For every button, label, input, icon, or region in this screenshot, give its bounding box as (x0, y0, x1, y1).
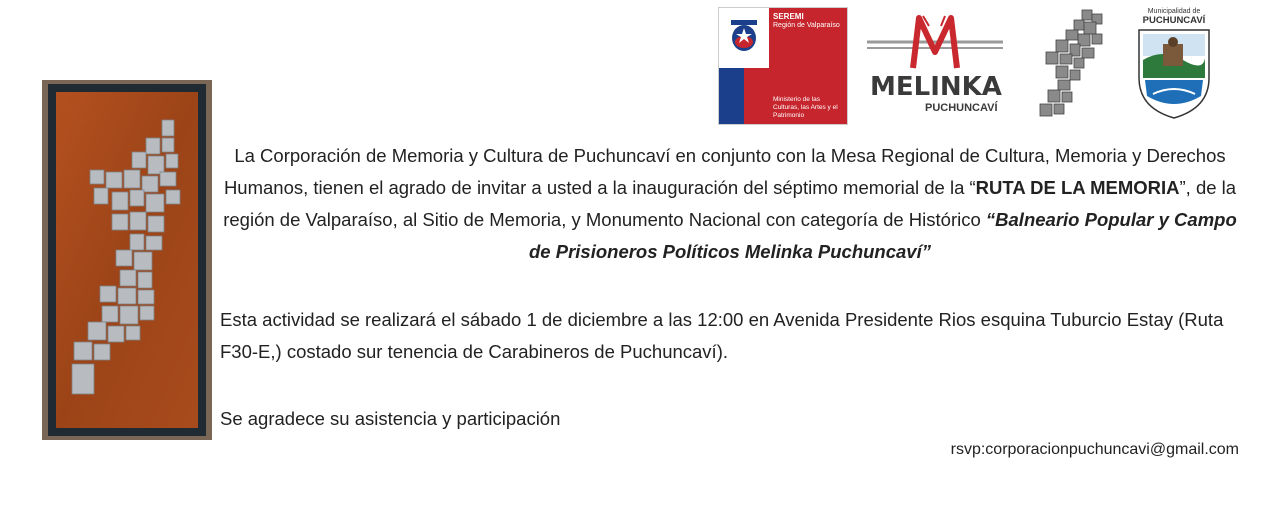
thanks-paragraph: Se agradece su asistencia y participación (220, 408, 561, 429)
invitation-paragraph (215, 140, 1245, 268)
memorial-artwork-image (42, 80, 212, 440)
invitation-text-part2: ”, de la región de Valparaíso, al Sitio de Memoria, y Monumento Nacional con categoría de Histórico (223, 177, 1237, 230)
barbed-wire-m-icon (865, 12, 1005, 72)
site-name: “Balneario Popular y Campo de Prisioneros Políticos Melinka Puchuncaví” (529, 209, 1237, 262)
seremi-logo (718, 7, 848, 125)
melinka-subtitle: PUCHUNCAVÍ (925, 102, 998, 114)
seremi-title: SEREMI (773, 12, 804, 21)
melinka-logo (865, 12, 1005, 117)
municipal-shield-icon (1133, 8, 1215, 120)
seremi-ministry: Ministerio de las Culturas, las Artes y el Patrimonio (773, 96, 838, 119)
ruta-de-la-memoria-title: RUTA DE LA MEMORIA (975, 177, 1180, 198)
seremi-region: Región de Valparaíso (773, 22, 840, 29)
memory-route-map-icon (1036, 8, 1110, 120)
chile-coat-of-arms-icon (719, 8, 769, 124)
municipality-crest-logo (1133, 8, 1215, 120)
event-details-paragraph: Esta actividad se realizará el sábado 1 de diciembre a las 12:00 en Avenida Presidente Rios esquina Tuburcio Estay (Ruta F30-E,) costado sur tenencia de Carabineros de Puchuncaví). (220, 309, 1224, 362)
melinka-wordmark: MELINKA (870, 72, 1002, 102)
rsvp-email: rsvp:corporacionpuchuncavi@gmail.com (950, 441, 1239, 458)
municipality-name: PUCHUNCAVÍ (1142, 15, 1206, 26)
municipality-label: Municipalidad de (1147, 8, 1201, 15)
invitation-text-part1: La Corporación de Memoria y Cultura de Puchuncaví en conjunto con la Mesa Regional de Cultura, Memoria y Derechos Humanos, tienen el agrado de invitar a usted a la inauguración del séptimo memorial de la “ (223, 145, 1226, 198)
